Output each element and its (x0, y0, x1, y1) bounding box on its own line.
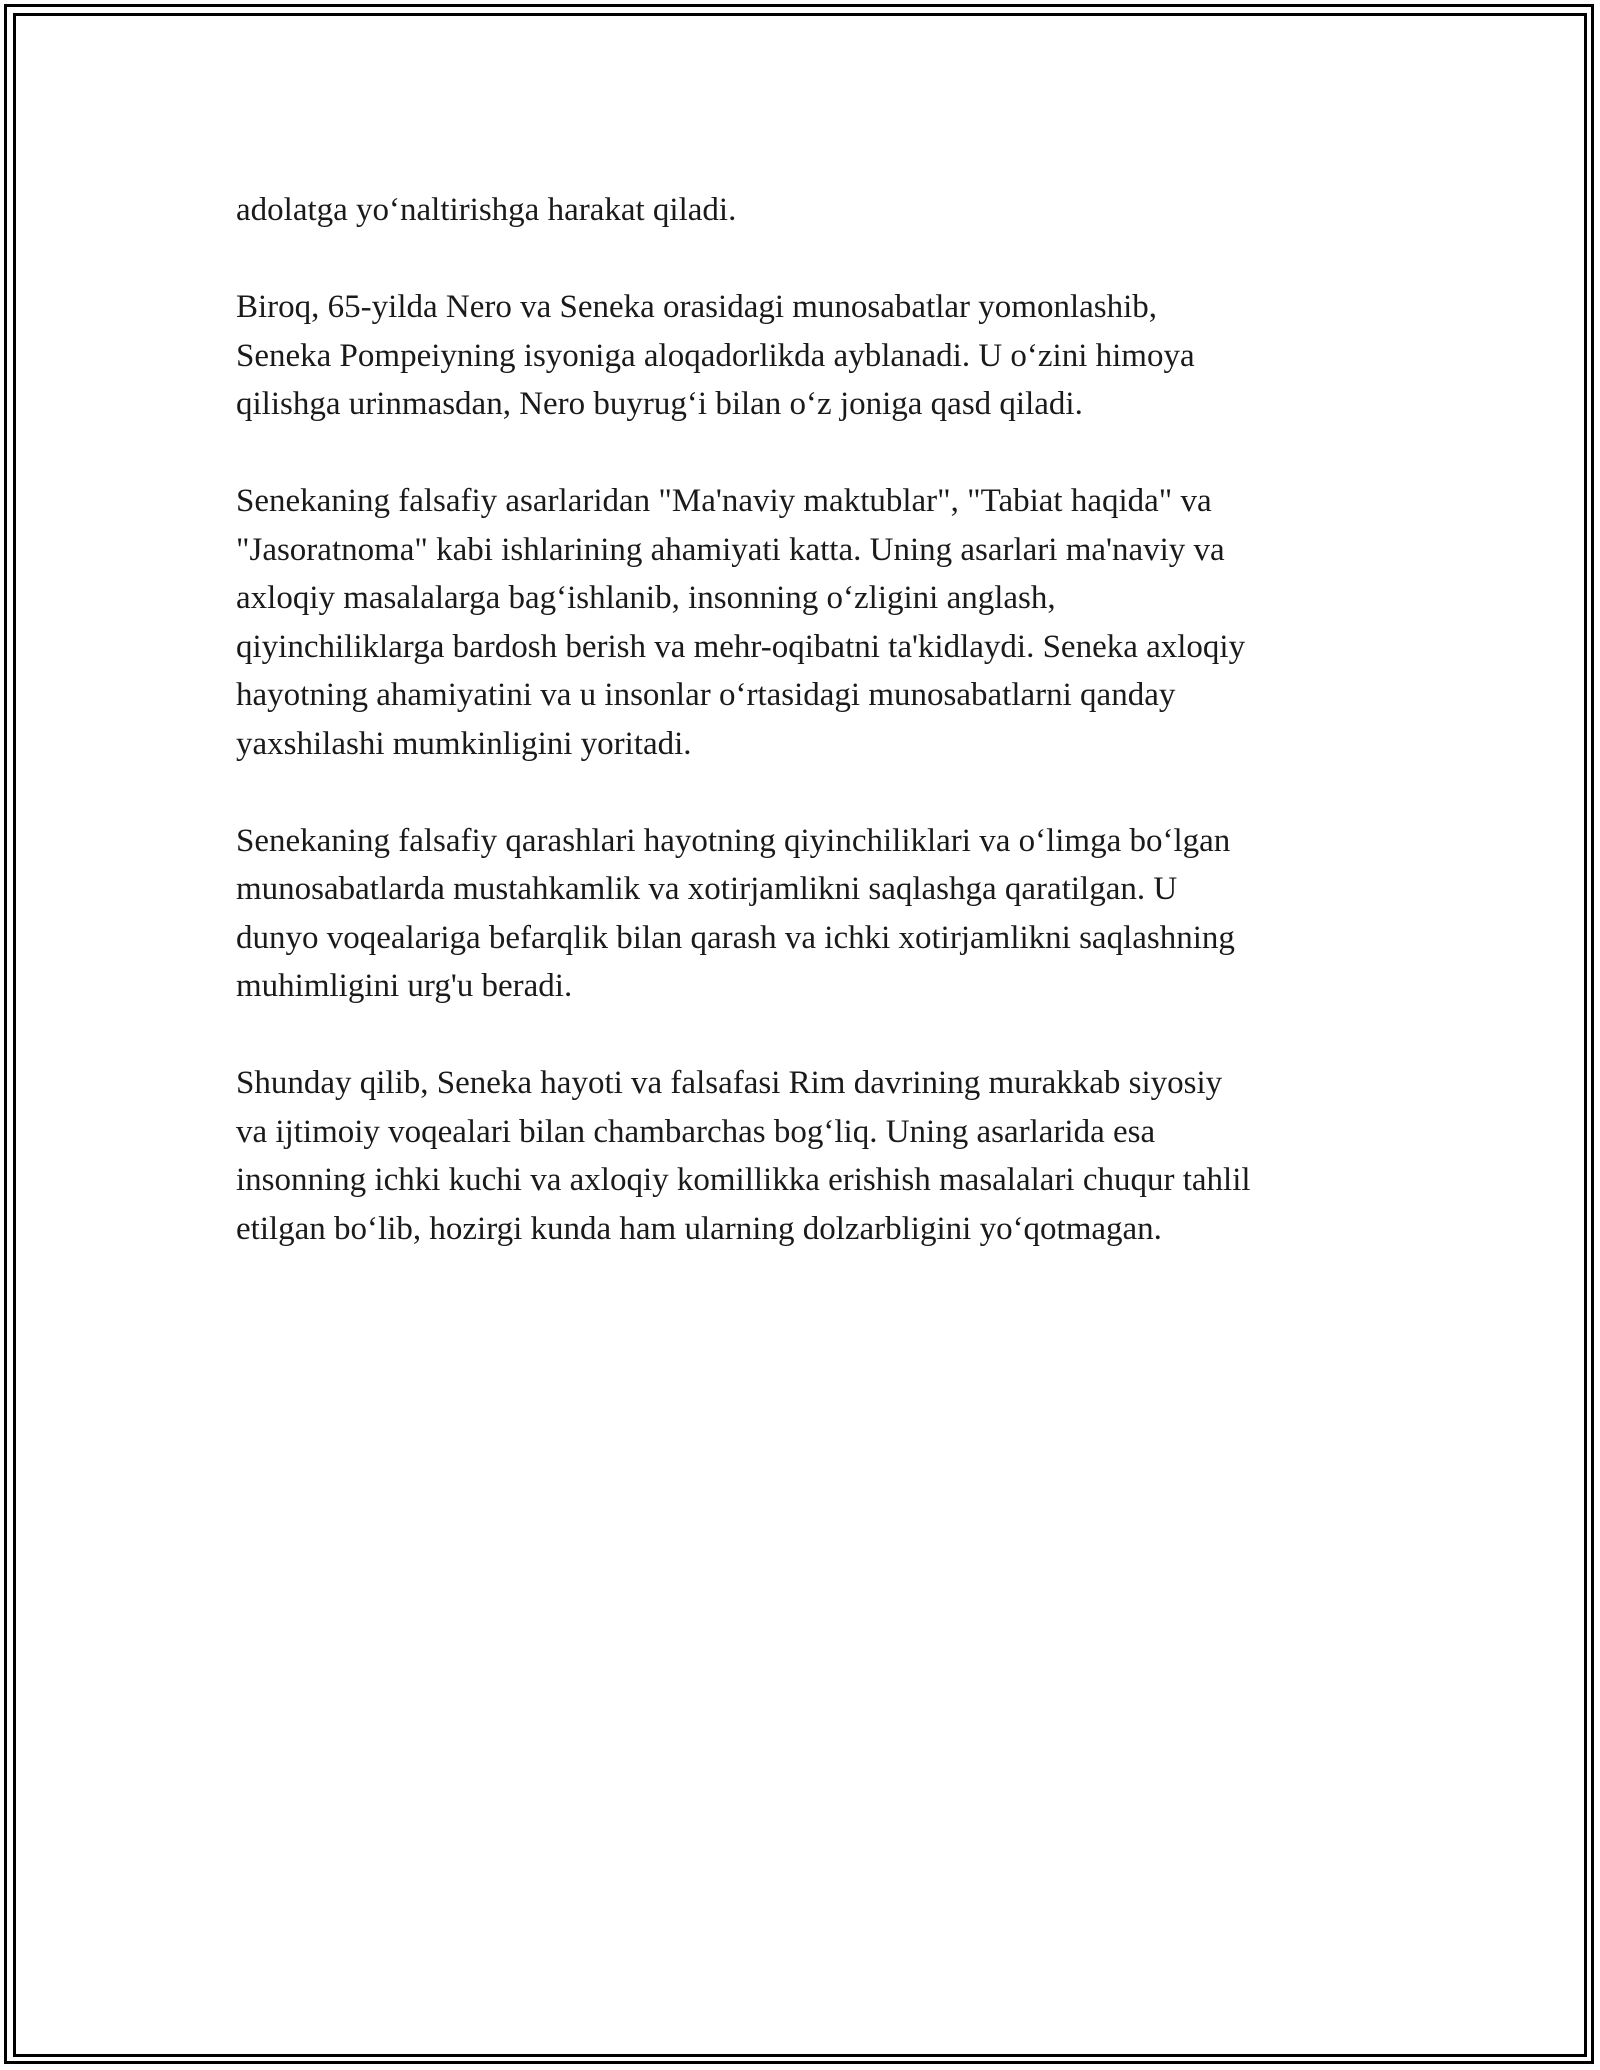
text-line: va ijtimoiy voqealari bilan chambarchas bog‘liq. Uning asarlarida esa (236, 1113, 1156, 1150)
document-body (236, 186, 1386, 1302)
paragraph-5 (236, 1059, 1386, 1253)
text-line: insonning ichki kuchi va axloqiy komillikka erishish masalalari chuqur tahlil (236, 1162, 1251, 1198)
text-line: Seneka Pompeiyning isyoniga aloqadorlikda ayblanadi. U o‘zini himoya (236, 337, 1195, 374)
text-line: munosabatlarda mustahkamlik va xotirjamlikni saqlashga qaratilgan. U (236, 871, 1178, 907)
text-line: yaxshilashi mumkinligini yoritadi. (236, 725, 692, 762)
paragraph-1 (236, 186, 1386, 235)
text-line: Senekaning falsafiy asarlaridan "Ma'naviy maktublar", "Tabiat haqida" va (236, 483, 1212, 519)
text-line: Biroq, 65-yilda Nero va Seneka orasidagi munosabatlar yomonlashib, (236, 289, 1158, 325)
paragraph-3 (236, 477, 1386, 768)
text-line: dunyo voqealariga befarqlik bilan qarash va ichki xotirjamlikni saqlashning (236, 919, 1235, 956)
text-line: "Jasoratnoma" kabi ishlarining ahamiyati katta. Uning asarlari ma'naviy va (236, 531, 1225, 568)
text-line: hayotning ahamiyatini va u insonlar o‘rtasidagi munosabatlarni qanday (236, 677, 1176, 713)
text-line: qiyinchiliklarga bardosh berish va mehr-oqibatni ta'kidlaydi. Seneka axloqiy (236, 628, 1246, 665)
text-line: etilgan bo‘lib, hozirgi kunda ham ularning dolzarbligini yo‘qotmagan. (236, 1210, 1162, 1247)
text-line: Senekaning falsafiy qarashlari hayotning qiyinchiliklari va o‘limga bo‘lgan (236, 822, 1231, 859)
text-line: muhimligini urg'u beradi. (236, 968, 573, 1004)
text-line: axloqiy masalalarga bag‘ishlanib, insonning o‘zligini anglash, (236, 580, 1056, 616)
text-line: Shunday qilib, Seneka hayoti va falsafasi Rim davrining murakkab siyosiy (236, 1065, 1223, 1101)
text-line: qilishga urinmasdan, Nero buyrug‘i bilan o‘z joniga qasd qiladi. (236, 386, 1083, 422)
text-line: adolatga yo‘naltirishga harakat qiladi. (236, 192, 737, 228)
paragraph-4 (236, 817, 1386, 1011)
paragraph-2 (236, 283, 1386, 429)
